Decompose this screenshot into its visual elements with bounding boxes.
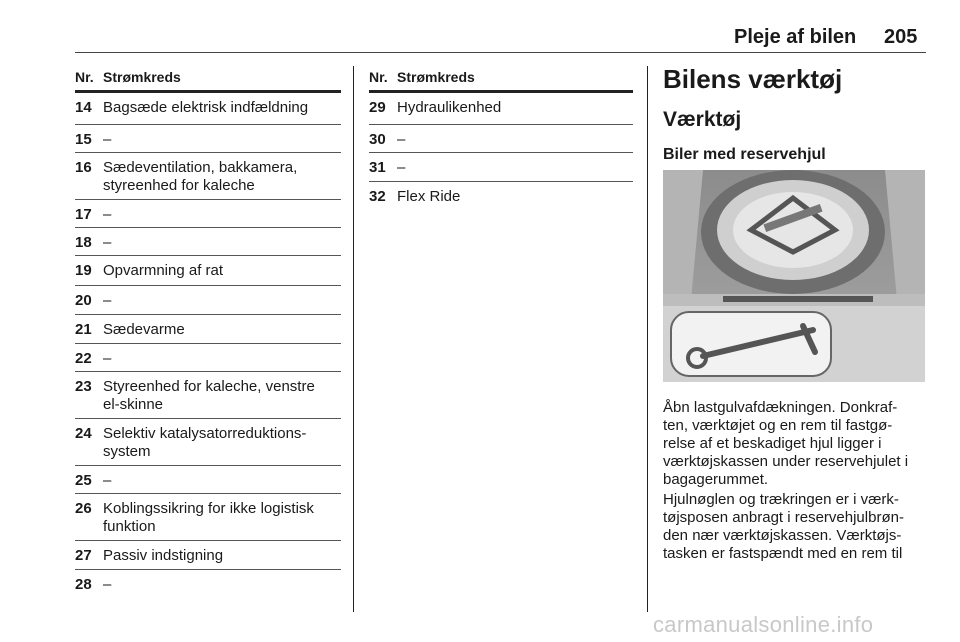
table-row [369,125,633,153]
header-rule [75,52,926,53]
spare-wheel-tools-photo [663,170,925,382]
row-text: – [103,206,112,223]
table-row [75,372,341,419]
row-text: Hydraulikenhed [397,99,502,116]
row-number: 27 [75,547,92,564]
section-title: Pleje af bilen [734,26,857,48]
column-header-nr: Nr. [75,69,94,85]
table-row [75,494,341,541]
column-header-nr: Nr. [369,69,388,85]
row-text: Koblingssikring for ikke logistisk funktion [103,500,314,535]
row-text: – [103,350,112,367]
table-header [75,66,341,93]
row-number: 14 [75,99,92,116]
row-number: 20 [75,292,92,309]
table-row [369,153,633,182]
row-text: – [103,131,112,148]
page-number: 205 [884,26,918,48]
row-number: 26 [75,500,92,517]
row-number: 17 [75,206,92,223]
row-text: Passiv indstigning [103,547,224,564]
body-paragraph: Hjulnøglen og trækringen er i værk- tøjsposen anbragt i reservehjulbrøn- den nær værktøjskassen. Værktøjs- tasken er fastspændt med en rem til [663,491,904,562]
row-number: 23 [75,378,92,395]
column-divider-left [353,66,354,612]
table-row [75,93,341,125]
row-text: – [397,159,406,176]
row-number: 29 [369,99,386,116]
sub-subsection-heading: Biler med reservehjul [663,146,826,163]
row-text: – [103,576,112,593]
table-row [75,256,341,286]
table-row [369,93,633,125]
row-text: Bagsæde elektrisk indfældning [103,99,309,116]
row-number: 24 [75,425,92,442]
fuse-table-middle [369,66,633,209]
row-text: Flex Ride [397,188,461,205]
row-number: 19 [75,262,92,279]
table-row [75,228,341,256]
fuse-table-left [75,66,341,597]
row-number: 18 [75,234,92,251]
table-row [75,344,341,372]
row-text: Opvarmning af rat [103,262,224,279]
column-divider-right [647,66,648,612]
row-number: 22 [75,350,92,367]
table-row [369,182,633,209]
section-heading: Bilens værktøj [663,64,843,94]
table-row [75,315,341,344]
table-row [75,153,341,200]
row-number: 15 [75,131,92,148]
row-text: Selektiv katalysatorreduktions- system [103,425,307,460]
table-row [75,286,341,315]
column-header-circuit: Strømkreds [397,69,475,85]
table-row [75,125,341,153]
table-header [369,66,633,93]
row-text: – [397,131,406,148]
row-number: 16 [75,159,92,176]
table-row [75,419,341,466]
subsection-heading: Værktøj [663,108,742,131]
table-row [75,541,341,570]
table-row [75,200,341,228]
row-number: 32 [369,188,386,205]
row-text: Styreenhed for kaleche, venstre el-skinne [103,378,315,413]
trunk-latch [723,296,873,302]
row-number: 21 [75,321,92,338]
column-header-circuit: Strømkreds [103,69,181,85]
row-number: 25 [75,472,92,489]
row-number: 28 [75,576,92,593]
row-text: Sædeventilation, bakkamera, styreenhed for kaleche [103,159,298,194]
row-number: 31 [369,159,386,176]
table-row [75,466,341,494]
body-paragraph: Åbn lastgulvafdækningen. Donkraf- ten, værktøjet og en rem til fastgø- relse af et beskadiget hjul ligger i værktøjskassen under reservehjulet i bagagerummet. [663,399,909,488]
row-number: 30 [369,131,386,148]
row-text: – [103,292,112,309]
row-text: – [103,472,112,489]
watermark: carmanualsonline.info [653,612,874,637]
row-text: – [103,234,112,251]
row-text: Sædevarme [103,321,185,338]
table-row [75,570,341,597]
